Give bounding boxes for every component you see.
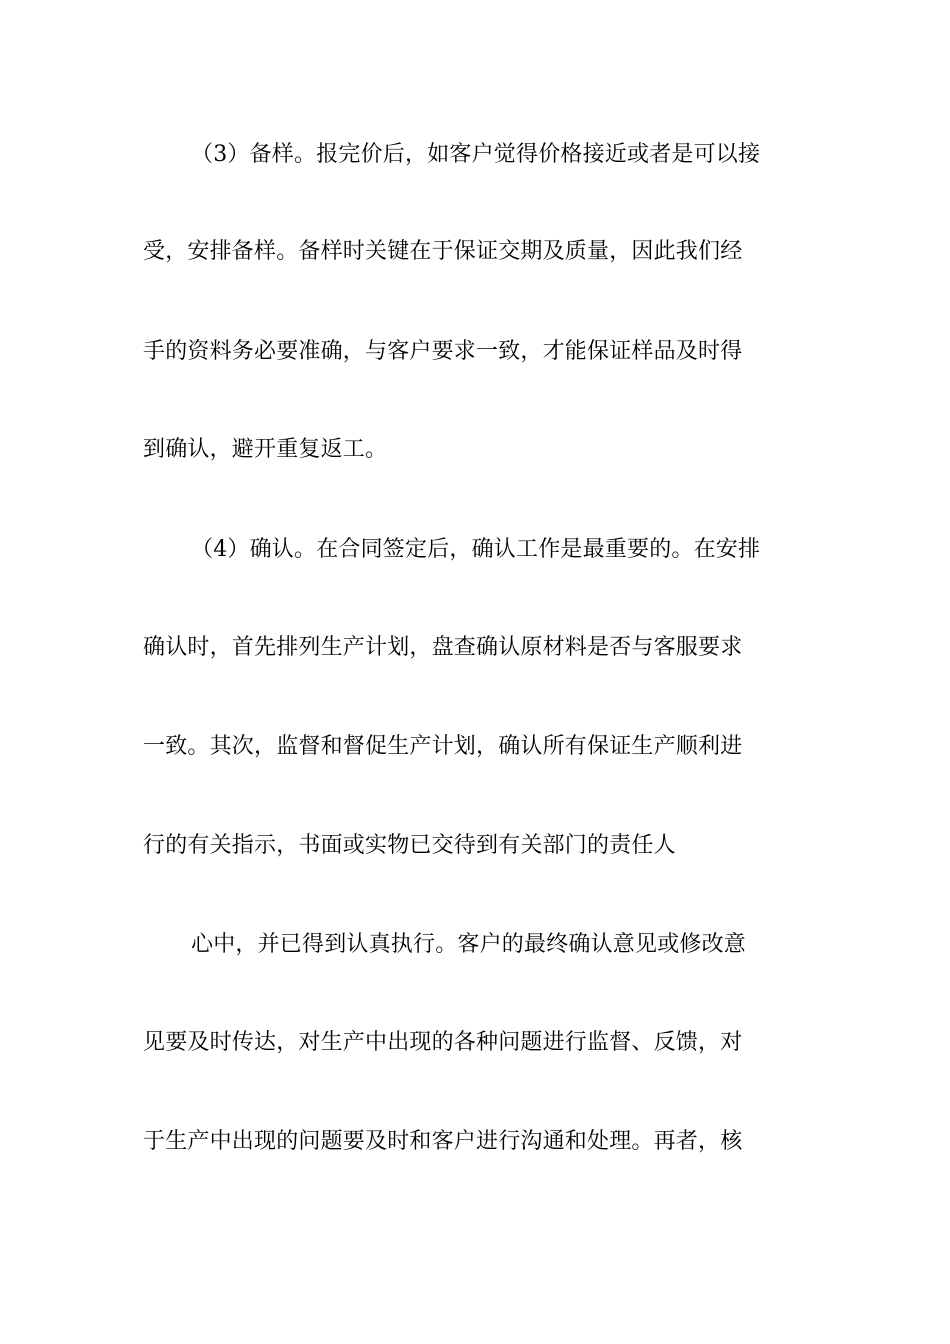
paragraph-line: 行的有关指示，书面或实物已交待到有关部门的责任人 [143,833,676,858]
paragraph-line: 心中，并已得到认真执行。客户的最终确认意见或修改意 [191,932,747,957]
paragraph-line: 受，安排备样。备样时关键在于保证交期及质量，因此我们经 [143,239,743,264]
paragraph-line: 确认时，首先排列生产计划，盘查确认原材料是否与客服要求 [143,635,743,660]
paragraph-line: 手的资料务必要准确，与客户要求一致，才能保证样品及时得 [143,339,743,364]
paragraph-line: （3）备样。报完价后，如客户觉得价格接近或者是可以接 [191,142,761,167]
paragraph-line: 于生产中出现的问题要及时和客户进行沟通和处理。再者，核 [143,1129,743,1154]
paragraph-line: 到确认，避开重复返工。 [143,437,388,462]
paragraph-line: 一致。其次，监督和督促生产计划，确认所有保证生产顺利进 [143,734,743,759]
paragraph-line: （4）确认。在合同签定后，确认工作是最重要的。在安排 [191,537,761,562]
paragraph-line: 见要及时传达，对生产中出现的各种问题进行监督、反馈，对 [143,1030,743,1055]
